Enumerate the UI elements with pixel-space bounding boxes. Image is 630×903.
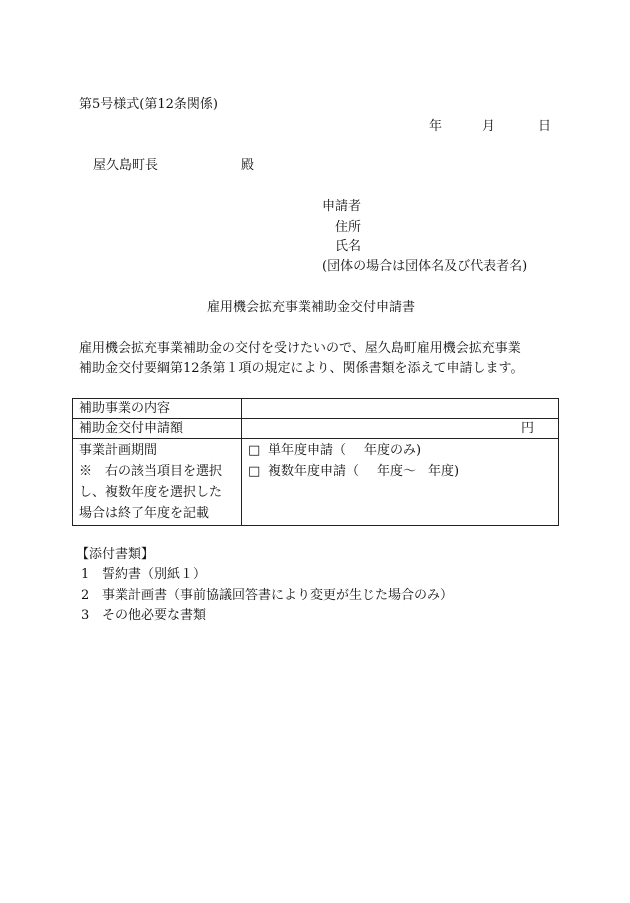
single-year-label: 単年度申請	[268, 443, 334, 458]
date-month-label: 月	[482, 119, 496, 134]
attachment-item	[81, 568, 206, 581]
honorific: 殿	[241, 158, 255, 173]
period-note-line-2: し、複数年度を選択した	[79, 485, 223, 500]
date-day-label: 日	[538, 119, 552, 134]
period-label-cell	[73, 439, 242, 526]
body-text-line-1: 雇用機会拡充事業補助金の交付を受けたいので、屋久島町雇用機会拡充事業	[79, 341, 521, 356]
project-content-label: 補助事業の内容	[73, 399, 242, 419]
single-year-paren: （	[333, 443, 347, 458]
amount-unit: 円	[520, 421, 534, 436]
multi-year-detail-1: 年度～	[377, 464, 417, 479]
multi-year-detail-2: 年度)	[428, 464, 460, 479]
single-year-checkbox[interactable]: □	[248, 443, 261, 458]
single-year-detail: 年度のみ)	[364, 443, 422, 458]
multi-year-paren: （	[346, 464, 360, 479]
table-row-amount	[73, 419, 559, 439]
option-multi-year	[248, 461, 552, 482]
addressee: 屋久島町長	[93, 158, 159, 173]
period-options-cell	[242, 439, 559, 526]
attachment-number: 2	[81, 588, 90, 603]
document-title: 雇用機会拡充事業補助金交付申請書	[207, 300, 416, 315]
period-label: 事業計画期間	[79, 443, 158, 458]
application-table	[72, 398, 559, 526]
attachment-number: 3	[81, 608, 90, 623]
attachment-text: 誓約書（別紙１）	[102, 567, 207, 582]
multi-year-label: 複数年度申請	[268, 464, 347, 479]
attachment-item	[81, 609, 206, 622]
amount-label: 補助金交付申請額	[73, 419, 242, 439]
table-row-period	[73, 439, 559, 526]
period-note-line-1: ※ 右の該当項目を選択	[79, 464, 223, 479]
attachment-item	[81, 589, 453, 602]
project-content-field[interactable]	[242, 399, 559, 419]
name-label: 氏名	[335, 239, 362, 254]
attachments-heading: 【添付書類】	[76, 547, 155, 562]
date-year-label: 年	[429, 119, 443, 134]
period-note-line-3: 場合は終了年度を記載	[79, 506, 210, 521]
multi-year-checkbox[interactable]: □	[248, 464, 261, 479]
date-line	[420, 120, 550, 136]
applicant-label: 申請者	[322, 199, 362, 214]
option-single-year	[248, 440, 552, 461]
amount-field[interactable]	[242, 419, 559, 439]
address-label: 住所	[335, 220, 362, 235]
attachment-text: 事業計画書（事前協議回答書により変更が生じた場合のみ）	[102, 588, 454, 603]
attachment-text: その他必要な書類	[102, 608, 207, 623]
form-number: 第5号様式(第12条関係)	[79, 97, 218, 112]
table-row-project-content	[73, 399, 559, 419]
group-note: (団体の場合は団体名及び代表者名)	[322, 259, 528, 274]
body-text-line-2: 補助金交付要綱第12条第１項の規定により、関係書類を添えて申請します。	[79, 361, 524, 376]
attachment-number: 1	[81, 567, 90, 582]
